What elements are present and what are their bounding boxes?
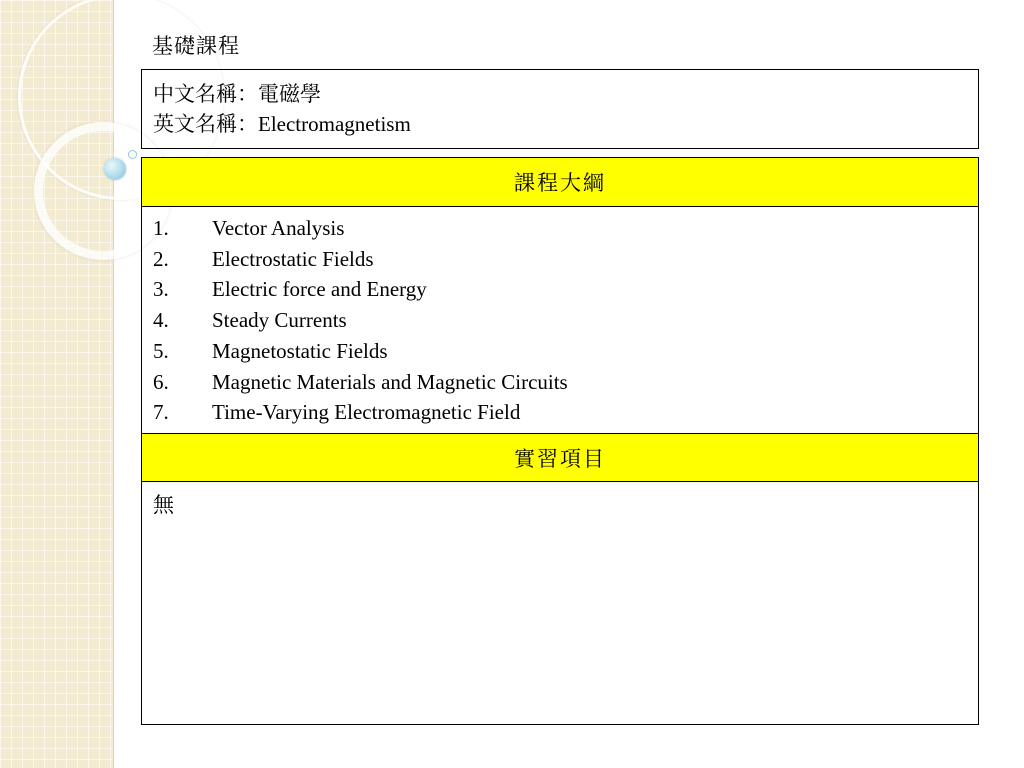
outline-item-text: Time-Varying Electromagnetic Field	[212, 400, 521, 425]
course-name-box	[141, 69, 979, 149]
outline-item	[153, 367, 968, 398]
outline-item-text: Vector Analysis	[212, 216, 345, 240]
outline-item	[153, 213, 968, 244]
chinese-name-value: 電磁學	[258, 82, 321, 106]
practice-header: 實習項目	[142, 433, 978, 481]
outline-item-number: 6.	[153, 369, 169, 394]
outline-item-text: Magnetic Materials and Magnetic Circuits	[212, 369, 568, 394]
outline-item	[153, 274, 968, 305]
practice-content: 無	[142, 481, 978, 724]
outline-item-number: 4.	[153, 308, 169, 333]
english-name-line	[153, 109, 967, 139]
outline-item	[153, 244, 968, 275]
outline-item-number: 3.	[153, 277, 169, 302]
outline-item-number: 5.	[153, 338, 169, 363]
chinese-name-line	[153, 79, 967, 109]
outline-header: 課程大綱	[142, 158, 978, 206]
outline-item-number: 7.	[153, 400, 169, 425]
english-name-value: Electromagnetism	[258, 112, 411, 136]
decorative-dot-icon	[104, 158, 126, 180]
outline-item	[153, 397, 968, 428]
outline-item-text: Electrostatic Fields	[212, 246, 374, 271]
outline-item-number: 2.	[153, 246, 169, 271]
outline-item-text: Electric force and Energy	[212, 277, 427, 302]
outline-item-number: 1.	[153, 216, 169, 240]
outline-item-text: Steady Currents	[212, 308, 347, 333]
outline-item	[153, 336, 968, 367]
chinese-name-label: 中文名稱：	[153, 82, 258, 106]
outline-list	[142, 206, 978, 433]
decorative-ring-icon	[128, 150, 137, 159]
course-outline-table	[141, 157, 979, 725]
english-name-label: 英文名稱：	[153, 112, 258, 136]
outline-item-text: Magnetostatic Fields	[212, 338, 388, 363]
outline-item	[153, 305, 968, 336]
page-title: 基礎課程	[152, 34, 240, 58]
